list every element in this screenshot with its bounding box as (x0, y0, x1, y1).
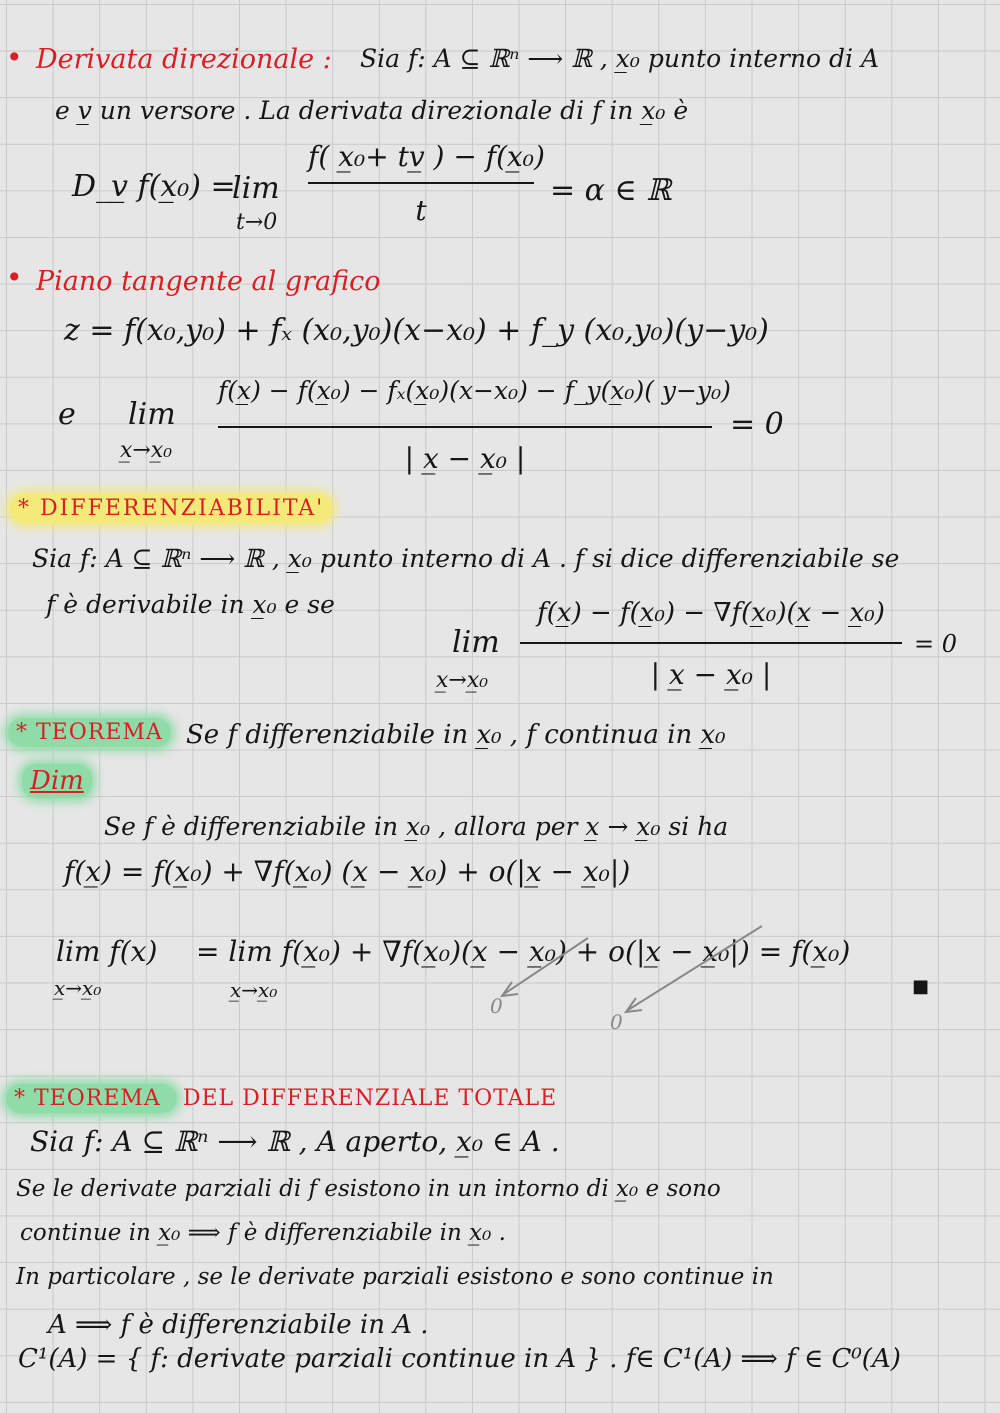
directional-def-line1: Sia f: A ⊆ ℝⁿ ⟶ ℝ , x̲₀ punto interno di A (360, 44, 880, 73)
bullet-directional: • (6, 41, 23, 74)
directional-formula-numerator: f( x̲₀+ tv̲ ) − f(x̲₀) (308, 140, 545, 173)
directional-formula-lim: lim (232, 171, 280, 206)
directional-formula-denominator: t (415, 194, 427, 227)
cancel-arrowhead-2 (626, 998, 642, 1012)
theorem2-title: DEL DIFFERENZIALE TOTALE (182, 1086, 558, 1111)
theorem1-proof-line3-mid: = lim f(x̲₀) + ∇f(x̲₀)(x̲ − x̲₀) + o(|x̲ − x̲₀|) = f(x̲₀) (196, 935, 851, 968)
theorem1-proof-line1: Se f è differenziabile in x̲₀ , allora per x̲ → x̲₀ si ha (104, 812, 729, 841)
theorem2-label: TEOREMA (34, 1086, 161, 1111)
tangent-plane-lim: lim (128, 397, 176, 432)
tangent-plane-equation: z = f(x₀,y₀) + fₓ (x₀,y₀)(x−x₀) + f_y (x₀,y₀)(y−y₀) (64, 313, 769, 348)
diff-def-line2: f è derivabile in x̲₀ e se (46, 590, 335, 619)
directional-formula-rhs: = α ∈ ℝ (550, 173, 672, 208)
theorem2-line2: Se le derivate parziali di f esistono in un intorno di x̲₀ e sono (16, 1176, 721, 1202)
heading-directional-derivative: Derivata direzionale : (36, 44, 332, 75)
theorem1-label: TEOREMA (36, 720, 163, 745)
dim-highlight: Dim (22, 764, 92, 798)
heading-tangent-plane: Piano tangente al grafico (36, 266, 381, 297)
diff-lim-sub: x̲→x̲₀ (436, 668, 489, 693)
star-icon: * (18, 496, 31, 521)
tangent-plane-rhs: = 0 (730, 407, 784, 442)
theorem1-proof-line3-lhs-sub: x̲→x̲₀ (54, 976, 102, 1000)
diff-lim: lim (452, 625, 500, 660)
directional-def-line2: e v̲ un versore . La derivata direzionale di f in x̲₀ è (55, 96, 689, 125)
diff-heading-label: DIFFERENZIABILITA' (40, 496, 325, 521)
arrow-label-2: 0 (610, 1010, 623, 1034)
diff-numerator: f(x̲) − f(x̲₀) − ∇f(x̲₀)(x̲ − x̲₀) (537, 598, 885, 628)
qed-icon: ■ (912, 976, 930, 997)
bullet-plane: • (6, 261, 23, 294)
theorem2-line3: continue in x̲₀ ⟹ f è differenziabile in x̲₀ . (20, 1220, 506, 1246)
theorem2-line5: A ⟹ f è differenziabile in A . (48, 1310, 429, 1340)
star-icon: * (14, 1086, 26, 1111)
theorem2-line1: Sia f: A ⊆ ℝⁿ ⟶ ℝ , A aperto, x̲₀ ∈ A . (30, 1125, 560, 1158)
theorem1-proof-line2: f(x̲) = f(x̲₀) + ∇f(x̲₀) (x̲ − x̲₀) + o(|x̲ − x̲₀|) (64, 855, 631, 888)
directional-formula-lim-sub: t→0 (236, 210, 278, 235)
tangent-plane-e: e (58, 397, 76, 432)
theorem2-line4: In particolare , se le derivate parziali esistono e sono continue in (16, 1264, 774, 1290)
tangent-plane-lim-sub: x̲→x̲₀ (120, 438, 173, 463)
diff-rhs: = 0 (914, 630, 958, 658)
star-icon: * (16, 720, 28, 745)
tangent-plane-denominator: | x̲ − x̲₀ | (404, 442, 526, 475)
theorem2-highlight (6, 1084, 177, 1113)
arrow-label-1: 0 (490, 994, 503, 1018)
cancel-arrow-1 (504, 938, 588, 994)
theorem2-line6: C¹(A) = { f: derivate parziali continue in A } . f∈ C¹(A) ⟹ f ∈ C⁰(A) (18, 1344, 901, 1374)
theorem1-proof-line3-lhs: lim f(x) (56, 935, 158, 968)
directional-formula-lhs: D_v̲ f(x̲₀) = (72, 169, 236, 204)
theorem1-statement: Se f differenziabile in x̲₀ , f continua in x̲₀ (186, 720, 726, 750)
diff-denominator: | x̲ − x̲₀ | (650, 658, 772, 691)
cancel-arrow-2 (628, 926, 762, 1010)
theorem1-proof-line3-mid-sub: x̲→x̲₀ (230, 978, 278, 1002)
diff-def-line1: Sia f: A ⊆ ℝⁿ ⟶ ℝ , x̲₀ punto interno di A . f si dice differenziabile se (32, 544, 900, 573)
tangent-plane-numerator: f(x̲) − f(x̲₀) − fₓ(x̲₀)(x−x₀) − f_y(x̲₀)( y−y₀) (218, 376, 731, 405)
theorem2-heading (6, 1088, 557, 1110)
